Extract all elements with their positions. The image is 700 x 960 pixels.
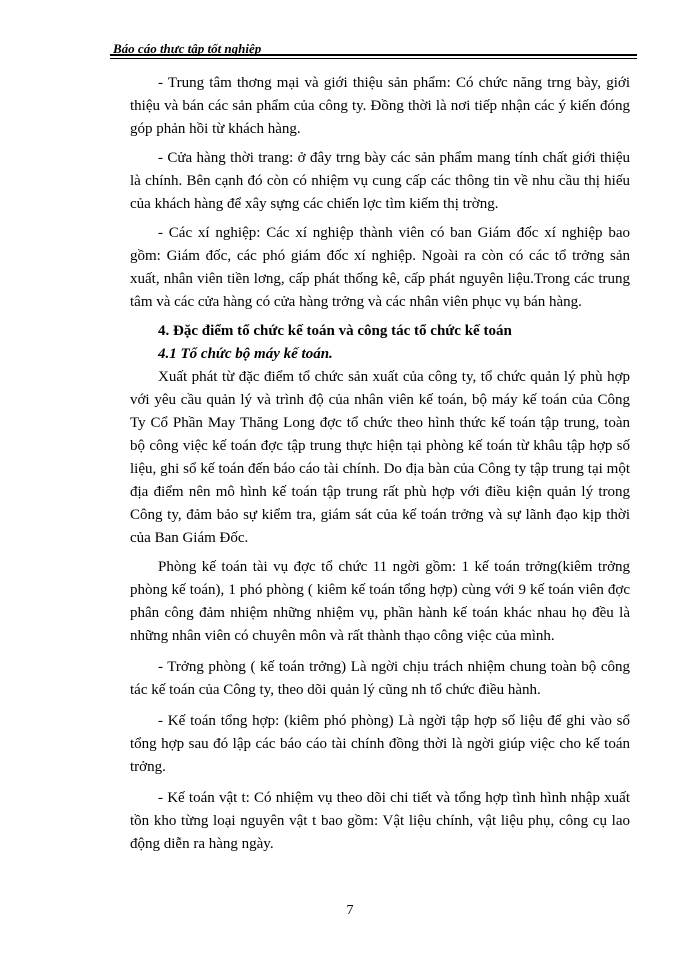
running-header: Báo cáo thực tập tốt nghiệp [113,41,262,56]
page-number: 7 [346,903,354,918]
paragraph-accounting-organization: Xuất phát từ đặc điểm tổ chức sản xuất của công ty, tổ chức quản lý phù hợp với yêu cầu quản lý và trình độ của nhân viên kế toán, bộ máy kế toán của Công Ty Cổ Phần May Thăng Long đợc tổ chức theo hình thức kế toán tập trung, toàn bộ công việc kế toán đợc tập trung thực hiện tại phòng kế toán từ khâu tập hợp số liệu, ghi sổ kế toán đến báo cáo tài chính. Do địa bàn của Công ty tập trung tại một địa điểm nên mô hình kế toán tập trung rất phù hợp với điều kiện quản lý trong Công ty, đảm bảo sự kiểm tra, giám sát của kế toán trởng và sự lãnh đạo kịp thời của Ban Giám Đốc. [130,369,630,546]
header-rule-thick [110,54,637,56]
section-heading: 4. Đặc điểm tổ chức kế toán và công tác tổ chức kế toán [158,323,512,339]
paragraph-general-accountant: - Kế toán tổng hợp: (kiêm phó phòng) Là ngời tập hợp số liệu để ghi vào sổ tổng hợp sau đó lập các báo cáo tài chính đồng thời là ngời giúp việc cho kế toán trởng. [130,713,630,775]
header-rule-thin [110,58,637,59]
paragraph-chief-accountant: - Trởng phòng ( kế toán trởng) Là ngời chịu trách nhiệm chung toàn bộ công tác kế toán của Công ty, theo dõi quản lý cũng nh tổ chức điều hành. [130,659,630,698]
page-body [130,72,630,862]
section-subheading: 4.1 Tổ chức bộ máy kế toán. [158,346,333,362]
paragraph-fashion-store: - Cửa hàng thời trang: ở đây trng bày các sản phẩm mang tính chất giới thiệu là chính. Bên cạnh đó còn có nhiệm vụ cung cấp các thông tin về nhu cầu thị hiếu của khách hàng để xây sựng các chiến lợc tìm kiếm thị trờng. [130,150,630,212]
paragraph-accounting-department: Phòng kế toán tài vụ đợc tổ chức 11 ngời gồm: 1 kế toán trởng(kiêm trởng phòng kế toán), 1 phó phòng ( kiêm kế toán tổng hợp) cùng với 9 kế toán viên đợc phân công đảm nhiệm những nhiệm vụ, phần hành kế toán khác nhau họ đều là những nhân viên có chuyên môn và rất thành thạo công việc của mình. [130,559,630,644]
paragraph-materials-accountant: - Kế toán vật t: Có nhiệm vụ theo dõi chi tiết và tổng hợp tình hình nhập xuất tồn kho từng loại nguyên vật t bao gồm: Vật liệu chính, vật liệu phụ, công cụ lao động diễn ra hàng ngày. [130,790,630,852]
paragraph-factories: - Các xí nghiệp: Các xí nghiệp thành viên có ban Giám đốc xí nghiệp bao gồm: Giám đốc, các phó giám đốc xí nghiệp. Ngoài ra còn có các tổ trởng sản xuất, nhân viên tiền lơng, cấp phát thống kê, cấp phát nguyên liệu.Trong các trung tâm và các cửa hàng có cửa hàng trởng và các nhân viên phục vụ bán hàng. [130,225,630,310]
paragraph-trade-center: - Trung tâm thơng mại và giới thiệu sản phẩm: Có chức năng trng bày, giới thiệu và bán các sản phẩm của công ty. Đồng thời là nơi tiếp nhận các ý kiến đóng góp phản hồi từ khách hàng. [130,75,630,137]
